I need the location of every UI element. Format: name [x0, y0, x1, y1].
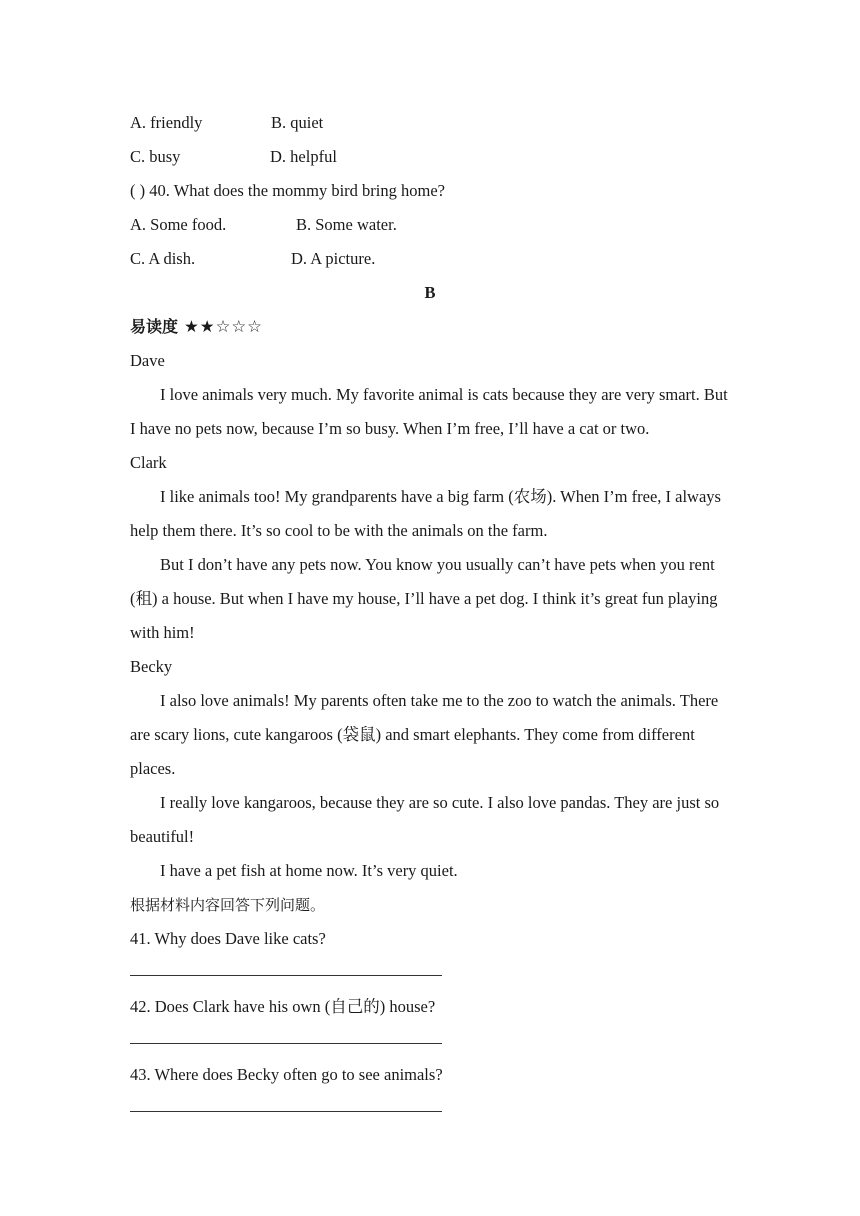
q39-option-c: C. busy	[130, 147, 181, 166]
section-title: B	[424, 283, 436, 302]
question-43: 43. Where does Becky often go to see animals?	[130, 1065, 443, 1084]
q40-option-a: A. Some food.	[130, 215, 227, 234]
q40-option-b: B. Some water.	[296, 215, 397, 234]
answer-line-42[interactable]	[130, 1024, 730, 1058]
speaker-dave: Dave	[130, 351, 165, 370]
q39-options-row-1	[130, 106, 730, 140]
becky-paragraph-2: I really love kangaroos, because they are so cute. I also love pandas. They are just so beautiful!	[130, 793, 720, 846]
q40-option-d: D. A picture.	[291, 249, 376, 268]
q39-option-d: D. helpful	[270, 147, 337, 166]
becky-paragraph-1: I also love animals! My parents often take me to the zoo to watch the animals. There are scary lions, cute kangaroos (袋鼠) and smart elephants. They come from different places.	[130, 691, 719, 778]
q39-options-row-2	[130, 140, 730, 174]
worksheet-page	[130, 106, 730, 1126]
q40-options-row-2	[130, 242, 730, 276]
q39-option-a: A. friendly	[130, 113, 203, 132]
q40-question: ( ) 40. What does the mommy bird bring home?	[130, 181, 445, 200]
dave-paragraph: I love animals very much. My favorite animal is cats because they are very smart. But I have no pets now, because I’m so busy. When I’m free, I’ll have a cat or two.	[130, 385, 728, 438]
q40-options-row-1	[130, 208, 730, 242]
speaker-becky: Becky	[130, 657, 173, 676]
question-41: 41. Why does Dave like cats?	[130, 929, 326, 948]
difficulty-row	[130, 310, 730, 344]
question-42: 42. Does Clark have his own (自己的) house?	[130, 997, 436, 1016]
difficulty-label: 易读度	[130, 317, 179, 336]
q39-option-b: B. quiet	[271, 113, 324, 132]
speaker-clark: Clark	[130, 453, 167, 472]
instructions: 根据材料内容回答下列问题。	[130, 896, 326, 914]
difficulty-stars-icon: ★★☆☆☆	[184, 317, 263, 336]
answer-line-43[interactable]	[130, 1092, 730, 1126]
answer-line-41[interactable]	[130, 956, 730, 990]
q40-option-c: C. A dish.	[130, 249, 196, 268]
clark-paragraph-2: But I don’t have any pets now. You know you usually can’t have pets when you rent (租) a house. But when I have my house, I’ll have a pet dog. I think it’s great fun playing with him!	[130, 555, 718, 642]
becky-paragraph-3: I have a pet fish at home now. It’s very quiet.	[160, 861, 458, 880]
clark-paragraph-1: I like animals too! My grandparents have a big farm (农场). When I’m free, I always help them there. It’s so cool to be with the animals on the farm.	[130, 487, 721, 540]
